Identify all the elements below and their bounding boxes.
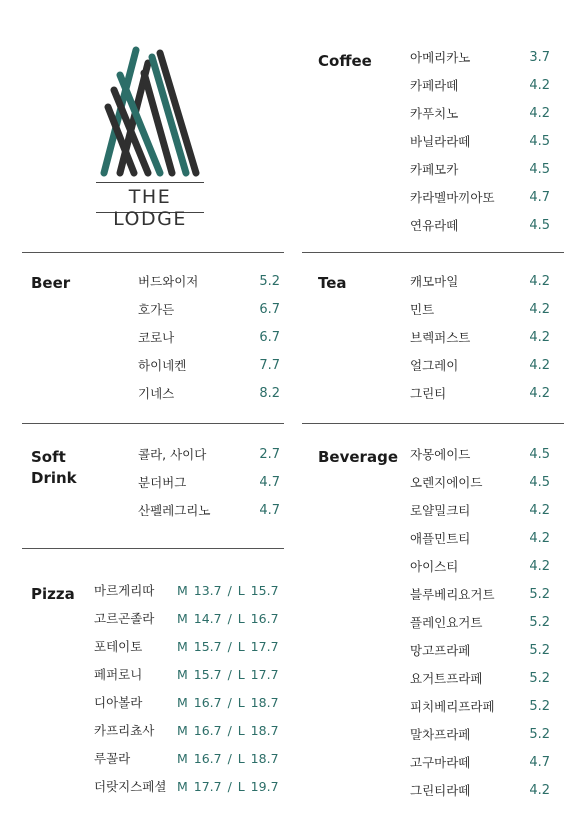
item-price: 4.2 xyxy=(529,78,550,93)
list-item xyxy=(410,581,550,609)
list-item xyxy=(410,212,550,240)
item-name: 하이네켄 xyxy=(138,358,187,373)
divider xyxy=(302,252,564,253)
item-price: 4.2 xyxy=(529,358,550,373)
list-item xyxy=(410,184,550,212)
item-name: 오렌지에이드 xyxy=(410,475,483,490)
section-title-beer: Beer xyxy=(31,274,71,292)
item-name: 바닐라라떼 xyxy=(410,134,471,149)
item-name: 민트 xyxy=(410,302,435,317)
item-name: 더랏지스페셜 xyxy=(94,779,167,794)
list-item xyxy=(138,296,280,324)
item-name: 망고프라페 xyxy=(410,643,471,658)
item-price: 6.7 xyxy=(259,330,280,345)
item-name: 고르곤졸라 xyxy=(94,611,155,626)
item-name: 버드와이저 xyxy=(138,274,199,289)
item-price: 4.2 xyxy=(529,302,550,317)
item-price: 5.2 xyxy=(529,587,550,602)
item-price: 8.2 xyxy=(259,386,280,401)
item-name: 카라멜마끼아또 xyxy=(410,190,495,205)
section-title-pizza: Pizza xyxy=(31,585,75,603)
list-item xyxy=(138,469,280,497)
item-price: 4.2 xyxy=(529,783,550,798)
item-name: 피치베리프라페 xyxy=(410,699,495,714)
item-name: 연유라떼 xyxy=(410,218,459,233)
list-item xyxy=(138,441,280,469)
item-name: 호가든 xyxy=(138,302,175,317)
item-price: 4.5 xyxy=(529,134,550,149)
item-price: 5.2 xyxy=(529,727,550,742)
list-item xyxy=(410,441,550,469)
list-item xyxy=(410,324,550,352)
list-item xyxy=(138,352,280,380)
item-name: 로얄밀크티 xyxy=(410,503,471,518)
item-price: 2.7 xyxy=(259,447,280,462)
list-item xyxy=(410,268,550,296)
item-name: 분더버그 xyxy=(138,475,187,490)
item-price: 4.5 xyxy=(529,447,550,462)
item-price: 4.2 xyxy=(529,386,550,401)
section-title-soft-drink-line1: Soft xyxy=(31,448,66,466)
list-item xyxy=(138,324,280,352)
list-item xyxy=(410,380,550,408)
list-item xyxy=(410,693,550,721)
item-name: 산펠레그리노 xyxy=(138,503,211,518)
divider xyxy=(302,423,564,424)
item-price: 4.2 xyxy=(529,274,550,289)
list-item xyxy=(410,296,550,324)
section-title-tea: Tea xyxy=(318,274,347,292)
item-price: 4.2 xyxy=(529,531,550,546)
section-title-beverage: Beverage xyxy=(318,448,398,466)
item-price: 4.2 xyxy=(529,106,550,121)
item-price: M 14.7 / L 16.7 xyxy=(177,611,279,626)
list-item xyxy=(410,497,550,525)
item-price: 4.7 xyxy=(259,475,280,490)
list-item xyxy=(410,749,550,777)
list-item xyxy=(94,717,284,745)
item-name: 아이스티 xyxy=(410,559,459,574)
list-item xyxy=(410,777,550,805)
list-item xyxy=(410,553,550,581)
logo-tent-icon xyxy=(90,45,210,185)
item-price: M 16.7 / L 18.7 xyxy=(177,723,279,738)
item-name: 루꼴라 xyxy=(94,751,131,766)
list-item xyxy=(410,72,550,100)
item-name: 캐모마일 xyxy=(410,274,459,289)
item-price: 4.5 xyxy=(529,475,550,490)
list-item xyxy=(94,745,284,773)
item-price: 4.5 xyxy=(529,218,550,233)
list-item xyxy=(410,352,550,380)
item-name: 카페모카 xyxy=(410,162,459,177)
item-name: 얼그레이 xyxy=(410,358,459,373)
item-price: 4.7 xyxy=(259,503,280,518)
item-name: 디아볼라 xyxy=(94,695,143,710)
item-name: 카푸치노 xyxy=(410,106,459,121)
item-name: 애플민트티 xyxy=(410,531,471,546)
item-price: M 13.7 / L 15.7 xyxy=(177,583,279,598)
item-name: 그린티 xyxy=(410,386,447,401)
item-name: 페퍼로니 xyxy=(94,667,143,682)
list-item xyxy=(94,661,284,689)
item-price: 4.2 xyxy=(529,559,550,574)
item-name: 기네스 xyxy=(138,386,175,401)
logo-text: THE LODGE xyxy=(113,186,187,230)
list-item xyxy=(410,156,550,184)
list-item xyxy=(138,497,280,525)
item-price: 5.2 xyxy=(529,699,550,714)
item-name: 말차프라페 xyxy=(410,727,471,742)
list-item xyxy=(94,577,284,605)
item-name: 요거트프라페 xyxy=(410,671,483,686)
item-price: 4.7 xyxy=(529,190,550,205)
section-title-coffee: Coffee xyxy=(318,52,372,70)
item-price: 5.2 xyxy=(529,671,550,686)
list-item xyxy=(410,100,550,128)
item-price: 5.2 xyxy=(259,274,280,289)
list-item xyxy=(138,380,280,408)
item-price: 6.7 xyxy=(259,302,280,317)
item-price: 4.5 xyxy=(529,162,550,177)
list-item xyxy=(410,665,550,693)
item-price: 4.7 xyxy=(529,755,550,770)
item-price: 7.7 xyxy=(259,358,280,373)
item-price: M 15.7 / L 17.7 xyxy=(177,639,279,654)
list-item xyxy=(410,637,550,665)
list-item xyxy=(410,721,550,749)
item-price: M 16.7 / L 18.7 xyxy=(177,751,279,766)
item-price: 5.2 xyxy=(529,643,550,658)
item-name: 카페라떼 xyxy=(410,78,459,93)
list-item xyxy=(94,633,284,661)
divider xyxy=(22,423,284,424)
item-price: M 15.7 / L 17.7 xyxy=(177,667,279,682)
item-name: 카프리쵸사 xyxy=(94,723,155,738)
item-price: 4.2 xyxy=(529,330,550,345)
logo-rule-top xyxy=(96,182,204,183)
item-name: 고구마라떼 xyxy=(410,755,471,770)
item-name: 포테이토 xyxy=(94,639,143,654)
item-name: 코로나 xyxy=(138,330,175,345)
list-item xyxy=(410,609,550,637)
section-title-soft-drink-line2: Drink xyxy=(31,469,77,487)
list-item xyxy=(94,773,284,801)
list-item xyxy=(94,689,284,717)
list-item xyxy=(410,44,550,72)
item-name: 플레인요거트 xyxy=(410,615,483,630)
item-price: 4.2 xyxy=(529,503,550,518)
item-name: 콜라, 사이다 xyxy=(138,447,207,462)
list-item xyxy=(410,469,550,497)
item-name: 블루베리요거트 xyxy=(410,587,495,602)
list-item xyxy=(410,128,550,156)
list-item xyxy=(410,525,550,553)
item-price: M 17.7 / L 19.7 xyxy=(177,779,279,794)
item-price: 3.7 xyxy=(529,50,550,65)
item-price: M 16.7 / L 18.7 xyxy=(177,695,279,710)
divider xyxy=(22,548,284,549)
list-item xyxy=(94,605,284,633)
item-price: 5.2 xyxy=(529,615,550,630)
item-name: 아메리카노 xyxy=(410,50,471,65)
list-item xyxy=(138,268,280,296)
item-name: 브렉퍼스트 xyxy=(410,330,471,345)
divider xyxy=(22,252,284,253)
item-name: 그린티라떼 xyxy=(410,783,471,798)
item-name: 마르게리따 xyxy=(94,583,155,598)
item-name: 자몽에이드 xyxy=(410,447,471,462)
